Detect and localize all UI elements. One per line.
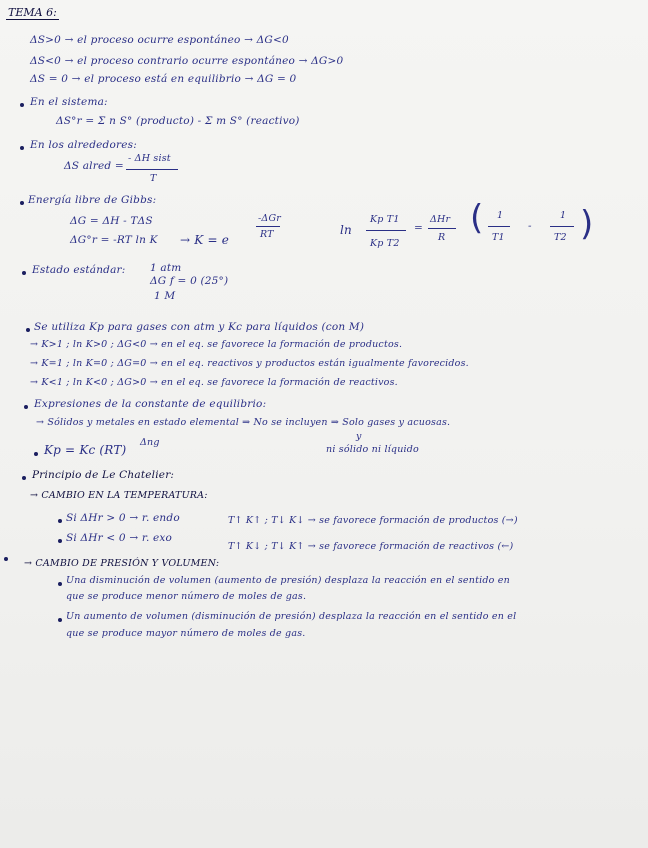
section-heading: Principio de Le Chatelier: — [32, 469, 175, 481]
note-line: ni sólido ni líquido — [326, 444, 419, 455]
note-line: que se produce mayor número de moles de gas. — [66, 628, 306, 639]
open-paren: ( — [470, 198, 484, 238]
bullet-dot — [58, 618, 62, 622]
fraction-bar — [428, 228, 456, 229]
note-line: Se utiliza Kp para gases con atm y Kc para líquidos (con M) — [34, 321, 365, 333]
fraction-denominator: T2 — [554, 232, 567, 243]
section-heading: En los alrededores: — [30, 139, 137, 151]
note-line: → Sólidos y metales en estado elemental ⇒ No se incluyen ⇒ Solo gases y acuosas. — [36, 417, 451, 428]
note-line: → K<1 ; ln K<0 ; ΔG>0 → en el eq. se favorece la formación de reactivos. — [30, 377, 398, 388]
equation: Kp = Kc (RT) — [44, 443, 127, 457]
note-line: que se produce menor número de moles de gas. — [66, 591, 307, 602]
bullet-dot — [22, 476, 26, 480]
fraction-numerator: 1 — [497, 210, 504, 221]
subheading: → CAMBIO DE PRESIÓN Y VOLUMEN: — [24, 558, 220, 569]
bullet-dot — [26, 328, 30, 332]
bullet-dot — [22, 271, 26, 275]
note-line: ΔS = 0 → el proceso está en equilibrio → ΔG = 0 — [30, 73, 297, 85]
equation-lhs: ΔS alred = — [64, 160, 124, 172]
fraction-denominator: Kp T2 — [370, 238, 400, 249]
bullet-dot — [24, 405, 28, 409]
section-heading: En el sistema: — [30, 96, 108, 108]
fraction-denominator: T — [150, 173, 157, 184]
bullet-dot — [20, 146, 24, 150]
exponent: Δng — [140, 437, 160, 448]
standard-value: 1 M — [154, 290, 176, 302]
bullet-dot — [4, 557, 8, 561]
section-heading: Estado estándar: — [32, 264, 126, 276]
equation: → K = e — [180, 233, 230, 247]
note-line: ΔS>0 → el proceso ocurre espontáneo → ΔG<0 — [30, 34, 289, 46]
note-line: Una disminución de volumen (aumento de presión) desplaza la reacción en el sentido en — [66, 575, 510, 586]
standard-value: 1 atm — [150, 262, 182, 274]
note-line: → K>1 ; ln K>0 ; ΔG<0 → en el eq. se favorece la formación de productos. — [30, 339, 403, 350]
bullet-dot — [58, 519, 62, 523]
fraction-bar — [550, 226, 574, 227]
bullet-dot — [20, 201, 24, 205]
fraction-numerator: Kp T1 — [370, 214, 400, 225]
section-heading: Energía libre de Gibbs: — [28, 194, 157, 206]
exponent-numerator: -ΔGr — [258, 213, 282, 224]
note-line: Un aumento de volumen (disminución de presión) desplaza la reacción en el sentido en el — [66, 611, 517, 622]
equation: ΔS°r = Σ n S° (producto) - Σ m S° (reactivo) — [56, 115, 300, 127]
bullet-dot — [20, 103, 24, 107]
equation: ΔG = ΔH - TΔS — [70, 215, 153, 227]
fraction-bar — [366, 230, 406, 231]
fraction-bar — [256, 226, 280, 227]
fraction-bar — [126, 169, 178, 170]
standard-value: ΔG f = 0 (25°) — [150, 275, 229, 287]
note-line: → K=1 ; ln K=0 ; ΔG=0 → en el eq. reactivos y productos están igualmente favorecidos. — [30, 358, 469, 369]
fraction-numerator: 1 — [560, 210, 567, 221]
section-heading: Expresiones de la constante de equilibrio: — [34, 398, 267, 410]
equals-sign: = — [414, 222, 423, 234]
bullet-dot — [58, 539, 62, 543]
subheading: → CAMBIO EN LA TEMPERATURA: — [30, 490, 208, 501]
condition: Si ΔHr > 0 → r. endo — [66, 512, 180, 524]
equation: ln — [340, 223, 352, 237]
close-paren: ) — [580, 204, 594, 244]
fraction-numerator: - ΔH sist — [128, 153, 171, 164]
effect: T↑ K↑ ; T↓ K↓ → se favorece formación de productos (→) — [228, 515, 518, 526]
fraction-numerator: ΔHr — [430, 214, 451, 225]
bullet-dot — [34, 452, 38, 456]
exponent-denominator: RT — [260, 229, 274, 240]
equation: ΔG°r = -RT ln K — [70, 234, 158, 246]
fraction-denominator: R — [438, 232, 446, 243]
effect: T↑ K↓ ; T↓ K↑ → se favorece formación de reactivos (←) — [228, 541, 514, 552]
fraction-bar — [488, 226, 510, 227]
note-line: y — [356, 431, 362, 442]
fraction-denominator: T1 — [492, 232, 505, 243]
bullet-dot — [58, 582, 62, 586]
minus-sign: - — [528, 220, 532, 232]
note-line: ΔS<0 → el proceso contrario ocurre espontáneo → ΔG>0 — [30, 55, 344, 67]
page-title: TEMA 6: — [8, 6, 57, 19]
condition: Si ΔHr < 0 → r. exo — [66, 532, 173, 544]
